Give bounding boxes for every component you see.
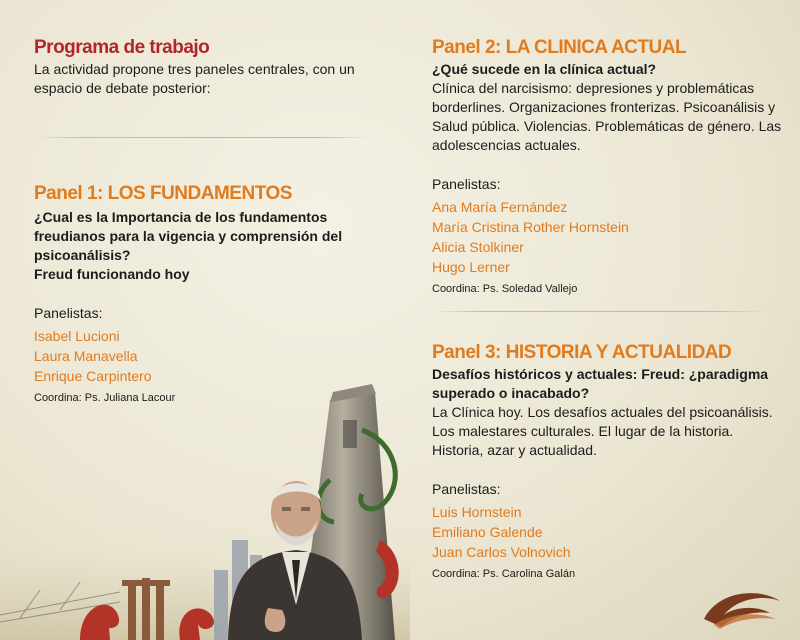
program-intro: La actividad propone tres paneles centrales, con un espacio de debate posterior: [34, 61, 355, 96]
program-title: Programa de trabajo [34, 37, 210, 58]
panel1-subtitle: Freud funcionando hoy [34, 266, 190, 282]
panelist-name: Laura Manavella [34, 348, 138, 364]
panel2-description: Clínica del narcisismo: depresiones y problemáticas borderlines. Organizaciones fronterizas. Psicoanálisis y Salud pública. Violencias. Problemáticas de género. Las adolescencias actuales. [432, 80, 782, 153]
left-divider [34, 137, 370, 138]
panelist-name: Luis Hornstein [432, 504, 522, 520]
panel1-panelists-label: Panelistas: [34, 305, 103, 321]
panel2-title: Panel 2: LA CLINICA ACTUAL [432, 37, 687, 58]
panel3-section [432, 341, 782, 582]
panelist-name: Juan Carlos Volnovich [432, 544, 571, 560]
panel2-panelist-list [432, 197, 782, 277]
panel3-coordinator: Coordina: Ps. Carolina Galán [432, 568, 576, 580]
panelist-name: Emiliano Galende [432, 524, 543, 540]
panel3-description: La Clínica hoy. Los desafíos actuales del psicoanálisis. Los malestares culturales. El lugar de la historia. Historia, azar y actualidad. [432, 404, 773, 458]
panel3-title: Panel 3: HISTORIA Y ACTUALIDAD [432, 342, 732, 363]
panel1-question: ¿Cual es la Importancia de los fundamentos freudianos para la vigencia y comprensión del psicoanálisis? [34, 209, 343, 263]
chimney-icon [122, 578, 170, 640]
panelist-name: Ana María Fernández [432, 199, 568, 215]
panel2-section [432, 36, 782, 297]
panelist-name: María Cristina Rother Hornstein [432, 219, 629, 235]
panel3-question: Desafíos históricos y actuales: Freud: ¿paradigma superado o inacabado? [432, 366, 769, 401]
panel1-coordinator: Coordina: Ps. Juliana Lacour [34, 392, 176, 404]
panelist-name: Enrique Carpintero [34, 368, 152, 384]
panel2-coordinator: Coordina: Ps. Soledad Vallejo [432, 283, 578, 295]
panelist-name: Isabel Lucioni [34, 328, 120, 344]
swirl-ornament-icon [700, 585, 786, 629]
panelist-name: Alicia Stolkiner [432, 239, 524, 255]
panelist-name: Hugo Lerner [432, 259, 510, 275]
left-column [34, 36, 384, 98]
collage-illustration [0, 370, 410, 640]
right-divider [432, 311, 768, 312]
panel2-panelists-label: Panelistas: [432, 176, 501, 192]
panel2-question: ¿Qué sucede en la clínica actual? [432, 61, 657, 77]
panel3-panelist-list [432, 502, 782, 562]
panel1-title: Panel 1: LOS FUNDAMENTOS [34, 183, 292, 204]
panel3-panelists-label: Panelistas: [432, 481, 501, 497]
